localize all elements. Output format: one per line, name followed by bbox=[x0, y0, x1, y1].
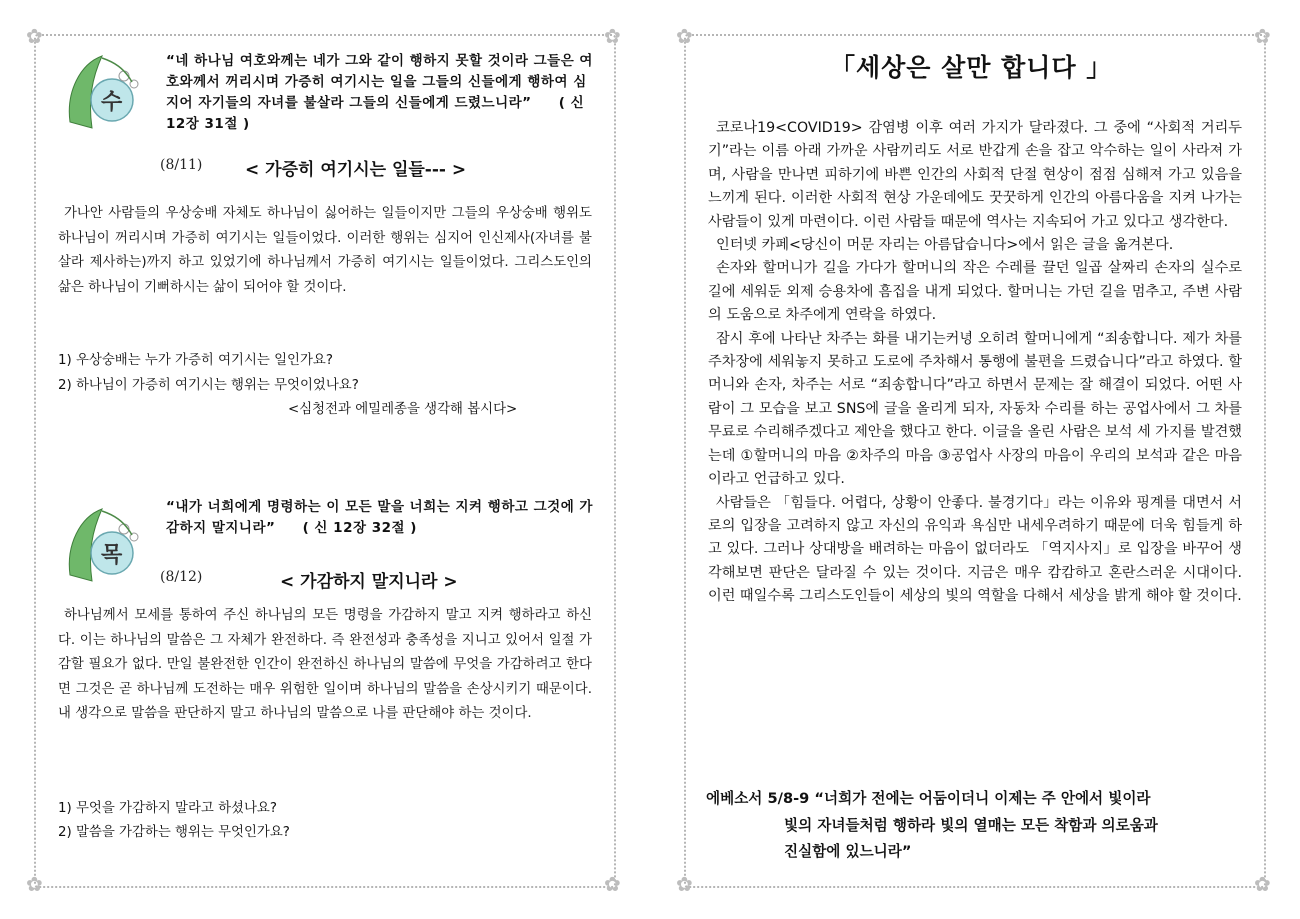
day-badge-wednesday: 수 bbox=[101, 89, 123, 115]
verse-text: “내가 너희에게 명령하는 이 모든 말을 너희는 지켜 행하고 그것에 가감하지 말지니라” bbox=[166, 499, 593, 536]
page-title: 「세상은 살만 합니다 」 bbox=[830, 53, 1113, 82]
devotion-body: 가나안 사람들의 우상숭배 자체도 하나님이 싫어하는 일들이지만 그들의 우상숭배 행위도 하나님이 꺼리시며 가증히 여기시는 일들이었다. 이러한 행위는 심지어 인신제사(자녀를 불살라 제사하는)까지 하고 있었기에 하나님께서 가증히 여기시는 일들이었다. 그리스도인의 삶은 하나님이 기뻐하시는 삶이 되어야 할 것이다. bbox=[58, 206, 592, 295]
corner-flower-icon: ✿ bbox=[604, 24, 621, 48]
closing-line: 빛의 자녀들처럼 행하라 빛의 열매는 모든 착함과 의로움과 bbox=[784, 816, 1158, 834]
corner-flower-icon: ✿ bbox=[1254, 872, 1271, 896]
closing-line: 진실함에 있느니라” bbox=[784, 843, 912, 860]
day-badge-thursday: 목 bbox=[101, 542, 123, 568]
devotion-title: < 가증히 여기시는 일들--- > bbox=[245, 160, 467, 180]
corner-flower-icon: ✿ bbox=[26, 872, 43, 896]
essay-paragraph: 손자와 할머니가 길을 가다가 할머니의 작은 수레를 끌던 일곱 살짜리 손자의 실수로 길에 세워둔 외제 승용차에 흠집을 내게 되었다. 할머니는 가던 길을 멈추고, 주변 사람의 도움으로 차주에게 연락을 하였다. bbox=[708, 260, 1242, 324]
verse-block bbox=[166, 497, 594, 539]
question-hint: <심청전과 에밀레종을 생각해 봅시다> bbox=[288, 402, 518, 417]
corner-flower-icon: ✿ bbox=[676, 24, 693, 48]
corner-flower-icon: ✿ bbox=[676, 872, 693, 896]
question-1: 1) 무엇을 가감하지 말라고 하셨나요? bbox=[58, 801, 277, 816]
closing-verse bbox=[706, 786, 1266, 866]
verse-text: “네 하나님 여호와께는 네가 그와 같이 행하지 못할 것이라 그들은 여호와께서 꺼리시며 가증히 여기시는 일을 그들의 신들에게 행하여 심지어 자기들의 자녀를 불살라 그들의 신들에게 드렸느니라” bbox=[166, 53, 593, 111]
verse-reference: ( 신 12장 32절 ) bbox=[302, 520, 417, 536]
essay-paragraph: 잠시 후에 나타난 차주는 화를 내기는커녕 오히려 할머니에게 “죄송합니다. 제가 차를 주차장에 세워놓지 못하고 도로에 주차해서 통행에 불편을 드렸습니다”라고 하였다. 할머니와 손자, 차주는 서로 “죄송합니다”라고 하면서 문제는 잘 해결이 되었다. 어떤 사람이 그 모습을 보고 SNS에 글을 올리게 되자, 자동차 수리를 하는 공업사에서 그 차를 무료로 수리해주겠다고 제안을 했다고 한다. 이글을 올린 사람은 보석 세 가지를 발견했는데 ①할머니의 마음 ②차주의 마음 ③공업사 사장의 마음이 우리의 보석과 같은 마음이라고 언급하고 있다. bbox=[708, 330, 1242, 488]
devotion-date: (8/12) bbox=[160, 569, 203, 585]
question-1: 1) 우상숭배는 누가 가증히 여기시는 일인가요? bbox=[58, 353, 333, 368]
devotion-title: < 가감하지 말지니라 > bbox=[280, 572, 458, 592]
essay-paragraph: 코로나19<COVID19> 감염병 이후 여러 가지가 달라졌다. 그 중에 “사회적 거리두기”라는 이름 아래 가까운 사람끼리도 서로 반갑게 손을 잡고 악수하는 일이 사라져 가며, 사람을 만나면 피하기에 바쁜 인간의 사회적 단절 현상이 점점 심해져 가고 있음을 느끼게 된다. 이러한 사회적 현상 가운데에도 꿋꿋하게 인간의 아름다움을 지켜 나가는 사람들이 있게 마련이다. 이런 사람들 때문에 역사는 지속되어 가고 있다고 생각한다. bbox=[708, 120, 1242, 230]
devotion-body: 하나님께서 모세를 통하여 주신 하나님의 모든 명령을 가감하지 말고 지켜 행하라고 하신다. 이는 하나님의 말씀은 그 자체가 완전하다. 즉 완전성과 충족성을 지니고 있어서 일절 가감할 필요가 없다. 만일 불완전한 인간이 완전하신 하나님의 말씀에 무엇을 가감하려고 한다면 그것은 곧 하나님께 도전하는 매우 위험한 일이며 하나님의 말씀을 손상시키기 때문이다. 내 생각으로 말씀을 판단하지 말고 하나님의 말씀으로 나를 판단해야 하는 것이다. bbox=[58, 608, 592, 721]
corner-flower-icon: ✿ bbox=[26, 24, 43, 48]
right-page bbox=[650, 0, 1300, 919]
essay-paragraph: 인터넷 카페<당신이 머문 자리는 아름답습니다>에서 읽은 글을 옮겨본다. bbox=[716, 237, 1174, 254]
corner-flower-icon: ✿ bbox=[604, 872, 621, 896]
corner-flower-icon: ✿ bbox=[1254, 24, 1271, 48]
question-2: 2) 하나님이 가증히 여기시는 행위는 무엇이었나요? bbox=[58, 378, 359, 393]
verse-reference: ( 신 12장 31절 ) bbox=[166, 95, 585, 132]
essay-paragraph: 사람들은 「힘들다. 어렵다, 상황이 안좋다. 불경기다」라는 이유와 핑계를 대면서 서로의 입장을 고려하지 않고 자신의 유익과 욕심만 내세우려하기 때문에 더욱 힘들게 하고 있다. 그러나 상대방을 배려하는 마음이 없더라도 「역지사지」로 입장을 바꾸어 생각해보면 판단은 달라질 수 있는 것이다. 지금은 매우 캄캄하고 혼란스러운 시대이다. 이런 때일수록 그리스도인들이 세상의 빛의 역할을 다해서 세상을 밝게 해야 할 것이다. bbox=[708, 494, 1242, 605]
closing-line: 에베소서 5/8-9 “너희가 전에는 어둠이더니 이제는 주 안에서 빛이라 bbox=[706, 790, 1151, 807]
devotion-date: (8/11) bbox=[160, 157, 203, 173]
essay-body bbox=[708, 117, 1242, 609]
verse-block bbox=[166, 51, 594, 135]
question-2: 2) 말씀을 가감하는 행위는 무엇인가요? bbox=[58, 825, 290, 840]
